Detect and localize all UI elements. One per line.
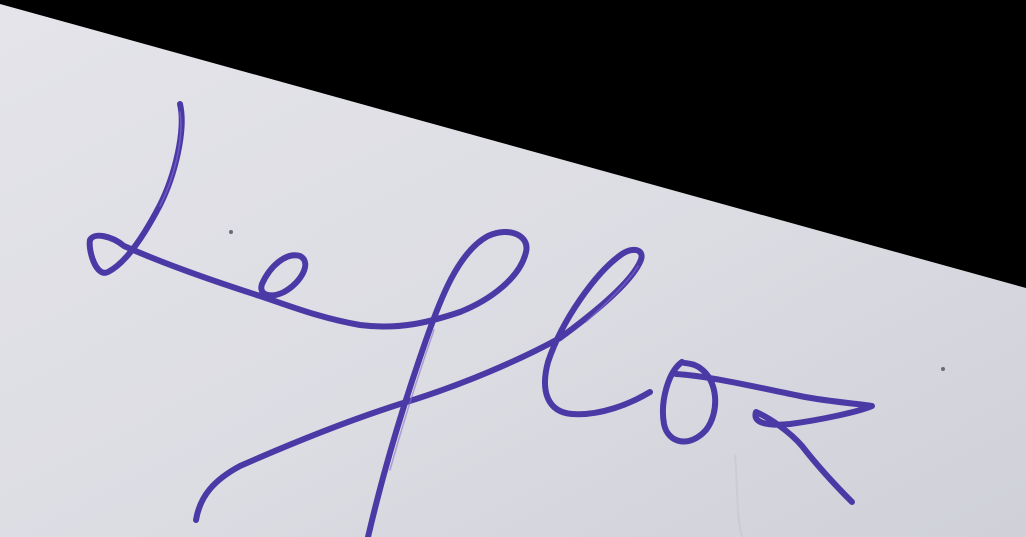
paper-dot bbox=[941, 367, 945, 371]
paper-dot bbox=[229, 230, 233, 234]
